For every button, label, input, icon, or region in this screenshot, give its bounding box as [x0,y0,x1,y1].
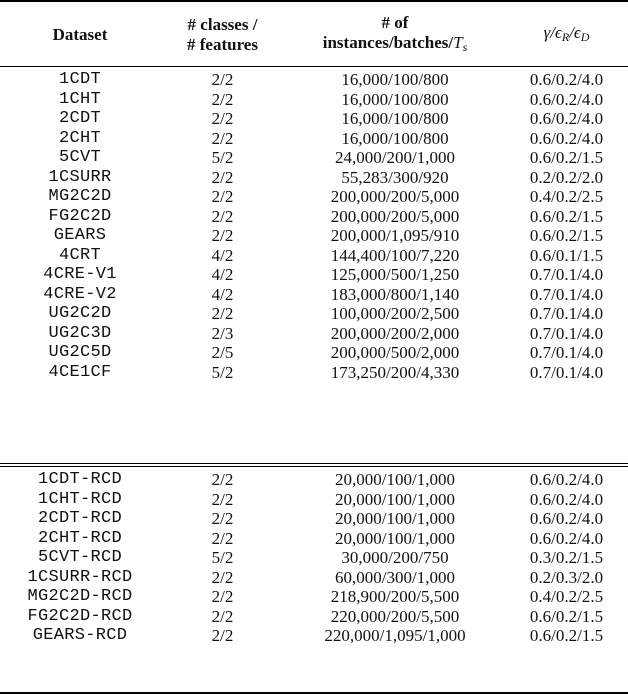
cell-params: 0.6/0.2/1.5 [529,606,604,626]
cell-classes: 5/2 [211,148,234,167]
cell-classes: 2/2 [211,509,234,528]
table-row [0,148,628,168]
cell-instances: 144,400/100/7,220 [330,245,460,265]
cell-params: 0.6/0.2/1.5 [529,226,604,245]
cell-instances: 16,000/100/800 [341,128,449,148]
cell-dataset: 4CRT [58,245,101,265]
cell-classes: 5/2 [211,362,234,382]
table-row [0,304,628,324]
cell-instances: 16,000/100/800 [341,70,449,89]
cell-classes: 2/2 [211,567,234,587]
cell-instances: 24,000/200/1,000 [335,148,455,167]
cell-params: 0.3/0.2/1.5 [529,548,604,567]
cell-params: 0.2/0.2/2.0 [529,167,604,187]
cell-classes: 2/2 [211,626,234,645]
cell-dataset: 4CE1CF [48,362,112,382]
cell-classes: 4/2 [211,265,234,284]
cell-params: 0.6/0.2/4.0 [529,489,604,509]
table-row [0,246,628,266]
table-row [0,587,628,607]
cell-dataset: 1CDT [58,70,101,89]
header-ts-letter: T [453,33,463,52]
cell-params: 0.7/0.1/4.0 [529,284,604,304]
cell-params: 0.7/0.1/4.0 [529,362,604,382]
cell-classes: 4/2 [211,284,234,304]
cell-classes: 2/2 [211,587,234,606]
table-row [0,168,628,188]
table-row [0,470,628,490]
table-group-2 [0,470,628,646]
header-params-formula [544,23,590,47]
table-group-2-body [0,470,628,646]
cell-instances: 20,000/100/1,000 [335,489,455,509]
table-row [0,343,628,363]
cell-dataset: 1CHT-RCD [37,489,122,509]
header-params-eps-d: /ϵ [569,23,581,42]
cell-classes: 2/2 [211,187,234,206]
cell-dataset: MG2C2D [48,187,112,206]
header-classes-line1: # classes / [187,15,258,34]
header-instances-line2 [323,33,467,57]
header-instances-text: instances/batches/ [322,33,454,52]
cell-instances: 100,000/200/2,500 [330,304,460,323]
cell-dataset: 4CRE-V2 [43,284,117,304]
cell-classes: 2/2 [211,304,234,323]
cell-dataset: GEARS [53,226,107,245]
cell-classes: 2/2 [211,89,234,109]
cell-classes: 2/2 [211,528,234,548]
group-separator-rule-2 [0,466,628,467]
cell-params: 0.6/0.1/1.5 [529,245,604,265]
header-dataset [0,6,160,64]
cell-classes: 2/2 [211,606,234,626]
cell-dataset: 2CHT [58,128,101,148]
cell-classes: 2/3 [211,323,234,343]
cell-dataset: 2CDT [58,109,101,128]
cell-dataset: 1CSURR-RCD [27,567,133,587]
top-rule [0,0,628,2]
table-row [0,226,628,246]
cell-params: 0.6/0.2/1.5 [529,626,604,645]
cell-instances: 16,000/100/800 [341,109,449,128]
cell-params: 0.6/0.2/4.0 [529,89,604,109]
table-row [0,265,628,285]
cell-instances: 60,000/300/1,000 [335,567,455,587]
cell-params: 0.4/0.2/2.5 [529,187,604,206]
table-row [0,285,628,305]
cell-params: 0.7/0.1/4.0 [529,304,604,323]
table-row [0,207,628,227]
cell-instances: 200,000/200/5,000 [330,187,460,206]
cell-instances: 220,000/200/5,500 [330,606,460,626]
cell-instances: 20,000/100/1,000 [335,470,455,489]
cell-instances: 20,000/100/1,000 [335,528,455,548]
cell-params: 0.6/0.2/4.0 [529,528,604,548]
table-row [0,109,628,129]
cell-instances: 220,000/1,095/1,000 [324,626,466,645]
cell-instances: 200,000/1,095/910 [330,226,460,245]
table-group-1 [0,70,628,382]
cell-dataset: 1CSURR [48,167,112,187]
header-ts-symbol [453,33,467,52]
table-row [0,324,628,344]
cell-dataset: FG2C2D-RCD [27,606,133,626]
table-row [0,568,628,588]
table-row [0,490,628,510]
cell-dataset: UG2C2D [48,304,112,323]
cell-classes: 2/2 [211,70,234,89]
cell-classes: 4/2 [211,245,234,265]
cell-params: 0.7/0.1/4.0 [529,265,604,284]
header-dataset-label: Dataset [52,25,108,44]
table-row [0,70,628,90]
cell-classes: 2/2 [211,470,234,489]
cell-dataset: 5CVT [58,148,101,167]
cell-params: 0.6/0.2/1.5 [529,148,604,167]
cell-params: 0.2/0.3/2.0 [529,567,604,587]
cell-instances: 200,000/200/2,000 [330,323,460,343]
cell-params: 0.6/0.2/4.0 [529,109,604,128]
cell-classes: 2/5 [211,343,234,362]
table-row [0,90,628,110]
cell-instances: 200,000/200/5,000 [330,206,460,226]
cell-dataset: 2CDT-RCD [37,509,122,528]
cell-classes: 2/2 [211,128,234,148]
cell-instances: 218,900/200/5,500 [330,587,460,606]
header-classes-line2: # features [187,35,258,54]
cell-params: 0.6/0.2/4.0 [529,470,604,489]
table-group-1-body [0,70,628,382]
table-row [0,363,628,383]
table-row [0,509,628,529]
header-params-gamma: γ/ϵ [543,23,562,42]
cell-classes: 2/2 [211,109,234,128]
cell-classes: 2/2 [211,489,234,509]
cell-dataset: 4CRE-V1 [43,265,117,284]
cell-dataset: UG2C3D [48,323,112,343]
cell-dataset: UG2C5D [48,343,112,362]
cell-dataset: GEARS-RCD [32,626,128,645]
cell-instances: 183,000/800/1,140 [330,284,460,304]
header-classes-features [160,6,285,64]
cell-params: 0.6/0.2/4.0 [529,70,604,89]
cell-params: 0.6/0.2/4.0 [529,509,604,528]
header-params-r-sub: R [561,30,570,44]
cell-classes: 2/2 [211,167,234,187]
table-row [0,626,628,646]
group-separator-rule [0,463,628,464]
cell-params: 0.6/0.2/1.5 [529,206,604,226]
cell-dataset: 5CVT-RCD [37,548,122,567]
header-params [505,6,628,64]
cell-instances: 125,000/500/1,250 [330,265,460,284]
table-row [0,129,628,149]
table-row [0,529,628,549]
cell-params: 0.7/0.1/4.0 [529,323,604,343]
header-instances [285,6,505,64]
header-params-d-sub: D [580,30,590,44]
cell-params: 0.6/0.2/4.0 [529,128,604,148]
table-row [0,187,628,207]
cell-params: 0.4/0.2/2.5 [529,587,604,606]
cell-instances: 16,000/100/800 [341,89,449,109]
cell-classes: 5/2 [211,548,234,567]
cell-params: 0.7/0.1/4.0 [529,343,604,362]
cell-instances: 55,283/300/920 [341,167,449,187]
cell-dataset: MG2C2D-RCD [27,587,133,606]
cell-instances: 30,000/200/750 [341,548,449,567]
cell-instances: 173,250/200/4,330 [330,362,460,382]
header-instances-line1: # of [381,13,409,32]
cell-instances: 20,000/100/1,000 [335,509,455,528]
table-row [0,548,628,568]
cell-dataset: FG2C2D [48,206,112,226]
cell-instances: 200,000/500/2,000 [330,343,460,362]
cell-dataset: 2CHT-RCD [37,528,122,548]
table-row [0,607,628,627]
cell-classes: 2/2 [211,226,234,245]
cell-classes: 2/2 [211,206,234,226]
cell-dataset: 1CHT [58,89,101,109]
header-ts-subscript: s [462,40,468,54]
header-rule [0,66,628,67]
cell-dataset: 1CDT-RCD [37,470,122,489]
